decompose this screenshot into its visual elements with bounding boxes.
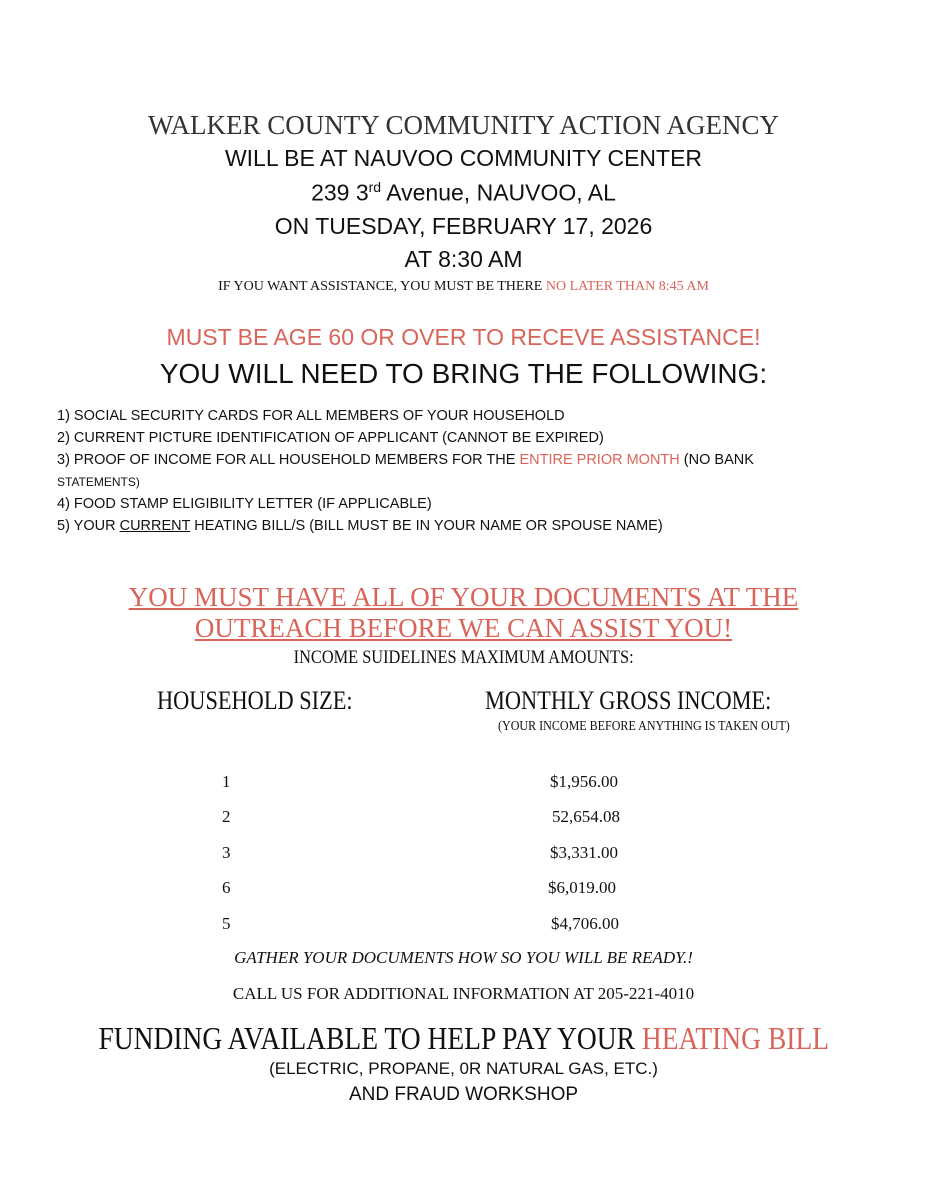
fraud-workshop: AND FRAUD WORKSHOP: [348, 1084, 579, 1105]
household-size-value: 3: [222, 843, 231, 862]
income-heading: INCOME SUIDELINES MAXIMUM AMOUNTS:: [293, 647, 634, 668]
gather-documents-note: GATHER YOUR DOCUMENTS HOW SO YOU WILL BE READY.!: [234, 948, 693, 967]
age-requirement: MUST BE AGE 60 OR OVER TO RECEVE ASSISTANCE!: [166, 324, 761, 350]
date-line: ON TUESDAY, FEBRUARY 17, 2026: [274, 213, 653, 239]
monthly-income-header: MONTHLY GROSS INCOME:: [485, 686, 772, 715]
income-amount-value: $3,331.00: [550, 843, 618, 862]
heating-bill-highlight: HEATING BILL: [641, 1020, 829, 1056]
household-size-value: 5: [222, 914, 231, 933]
contact-note: CALL US FOR ADDITIONAL INFORMATION AT 205-221-4010: [232, 984, 695, 1003]
documents-warning-line2: OUTREACH BEFORE WE CAN ASSIST YOU!: [194, 613, 733, 643]
requirement-item-5: 5) YOUR CURRENT HEATING BILL/S (BILL MUST BE IN YOUR NAME OR SPOUSE NAME): [57, 518, 663, 534]
income-note: (YOUR INCOME BEFORE ANYTHING IS TAKEN OUT): [498, 719, 790, 734]
household-size-value: 6: [222, 878, 231, 897]
income-amount-value: $6,019.00: [548, 878, 616, 897]
agency-title: WALKER COUNTY COMMUNITY ACTION AGENCY: [148, 110, 779, 140]
requirement-item-1: 1) SOCIAL SECURITY CARDS FOR ALL MEMBERS OF YOUR HOUSEHOLD: [57, 408, 565, 424]
assistance-note: IF YOU WANT ASSISTANCE, YOU MUST BE THERE NO LATER THAN 8:45 AM: [218, 279, 709, 294]
location-line: WILL BE AT NAUVOO COMMUNITY CENTER: [224, 145, 703, 171]
funding-banner: FUNDING AVAILABLE TO HELP PAY YOUR HEATING BILL: [98, 1020, 829, 1056]
assistance-deadline: NO LATER THAN 8:45 AM: [545, 279, 709, 294]
household-size-header: HOUSEHOLD SIZE:: [157, 686, 353, 715]
bring-heading: YOU WILL NEED TO BRING THE FOLLOWING:: [159, 358, 768, 389]
requirement-item-3-cont: STATEMENTS): [57, 475, 140, 489]
requirement-item-4: 4) FOOD STAMP ELIGIBILITY LETTER (IF APPLICABLE): [57, 496, 432, 512]
fuel-types: (ELECTRIC, PROPANE, 0R NATURAL GAS, ETC.): [269, 1059, 658, 1078]
documents-warning-line1: YOU MUST HAVE ALL OF YOUR DOCUMENTS AT THE: [128, 582, 799, 612]
income-amount-value: $4,706.00: [551, 914, 619, 933]
requirement-item-2: 2) CURRENT PICTURE IDENTIFICATION OF APPLICANT (CANNOT BE EXPIRED): [57, 430, 604, 446]
time-line: AT 8:30 AM: [404, 246, 523, 272]
address-line: 239 3rd Avenue, NAUVOO, AL: [311, 179, 616, 206]
household-size-value: 2: [222, 807, 231, 826]
household-size-value: 1: [222, 772, 231, 791]
income-amount-value: 52,654.08: [552, 807, 620, 826]
income-amount-value: $1,956.00: [550, 772, 618, 791]
requirement-item-3: 3) PROOF OF INCOME FOR ALL HOUSEHOLD MEMBERS FOR THE ENTIRE PRIOR MONTH (NO BANK: [57, 452, 754, 468]
